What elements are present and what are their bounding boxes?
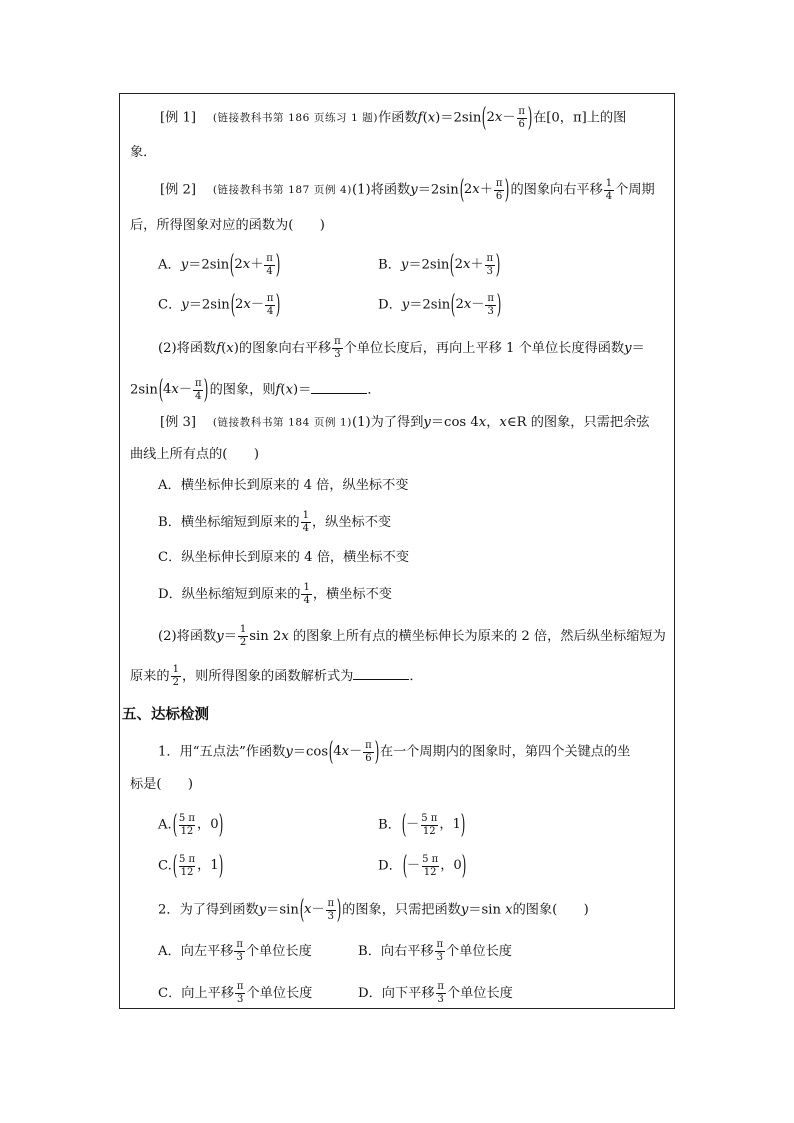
operator: ＋ [470, 257, 484, 273]
option-a [158, 252, 281, 278]
fraction [264, 254, 274, 277]
text: (1)为了得到 [351, 415, 424, 430]
section-heading: 五、达标检测 [122, 707, 209, 723]
text: 作函数 [378, 110, 418, 126]
fraction-pi-3 [435, 940, 445, 963]
var-y: y [460, 902, 469, 918]
sin-argument: ( 2 x － $\frac{\pi}{4}$ ) [230, 290, 281, 320]
example-2-part-2-line-1: (2)将函数f(x)的图象向右平移 $\frac{\pi}{3}$ 个单位长度后，再向上平移 1 个单位长度得函数y＝ [158, 336, 645, 360]
option-d [378, 292, 502, 318]
text: 的图象，只需把函数 [342, 902, 461, 918]
fraction [178, 855, 196, 878]
denominator: 2 [172, 677, 179, 688]
var-x: x [226, 340, 234, 356]
text: ． [367, 382, 381, 398]
text: D．纵坐标缩短到原来的 [158, 586, 301, 602]
fraction-1-2 [238, 625, 248, 648]
example-1-line-1: [例 1] (链接教科书第 186 页练习 1 题)作函数f(x)＝2sin ( 2 x － $\frac{\pi}{6}$ ) 在[0，π]上的图 [160, 103, 627, 133]
var-f: f [275, 382, 281, 398]
coef: 2 [463, 182, 473, 198]
example-2-label: [例 2] [160, 182, 197, 198]
fraction-pi-6 [517, 107, 527, 130]
q1-option-a [158, 812, 224, 838]
var-y: y [180, 257, 189, 273]
fraction-pi-6 [363, 741, 373, 764]
sin-argument: ( 2 x － $\frac{\pi}{3}$ ) [451, 290, 502, 320]
option-letter: C. [158, 858, 172, 874]
example-2-line-2: 后，所得图象对应的函数为( ) [130, 218, 325, 233]
text: 个单位长度 [446, 943, 512, 959]
text: 的图象向右平移 [510, 182, 603, 198]
numerator: π [365, 739, 372, 751]
text: 的图象向右平移 [238, 340, 332, 356]
value: 0 [453, 858, 462, 874]
text: ＝sin [266, 902, 299, 918]
q2-option-b [358, 940, 512, 963]
operator: － [471, 297, 485, 313]
sin-argument: ( 4 x － $\frac{\pi}{4}$ ) [158, 375, 209, 405]
q1-option-c [158, 853, 224, 879]
var-x: x [171, 382, 179, 398]
numerator: 1 [605, 177, 613, 189]
text: ． [409, 668, 423, 684]
var-y: y [181, 297, 189, 313]
numerator: π [266, 252, 273, 264]
text: 2sin [130, 382, 158, 398]
value: 0 [210, 817, 219, 833]
var-x: x [472, 182, 480, 198]
text: 个单位长度后，再向上平移 1 个单位长度得函数 [343, 340, 625, 356]
example-3-option-c: C．纵坐标伸长到原来的 4 倍，横坐标不变 [158, 550, 410, 565]
answer-blank [311, 392, 367, 394]
option-letter: A． [158, 257, 181, 273]
question-1-line-2: 标是( ) [130, 777, 194, 792]
answer-blank [353, 678, 409, 680]
numerator: 1 [303, 582, 310, 593]
var-y: y [285, 744, 293, 760]
option-c [158, 292, 282, 318]
denominator: 3 [327, 910, 334, 922]
var-y: y [624, 340, 632, 356]
text: 个单位长度 [245, 943, 312, 959]
text: D．向下平移 [358, 985, 435, 1001]
numerator: π [437, 981, 444, 992]
fraction [485, 254, 495, 277]
var-x: x [478, 415, 487, 430]
q2-option-c [158, 982, 312, 1005]
numerator: 1 [302, 510, 309, 521]
operator: ＋ [250, 257, 264, 273]
option-letter: C． [158, 297, 182, 313]
text: 的图象，则 [209, 382, 276, 398]
fraction-pi-4 [193, 379, 203, 402]
numerator: π [266, 292, 274, 304]
coordinate: ( $\frac{5 \pi}{12}$ ， 1 ) [172, 851, 224, 881]
denominator: 4 [266, 305, 274, 317]
var-y: y [216, 628, 224, 644]
textbook-reference: (链接教科书第 187 页例 4) [212, 183, 352, 196]
denominator: 12 [180, 866, 194, 878]
text: C．向上平移 [158, 985, 235, 1001]
var-x: x [242, 257, 251, 273]
denominator: 3 [237, 994, 244, 1005]
fraction-1-2 [171, 665, 181, 688]
example-3-part-2-line-2 [130, 665, 423, 688]
text: ＝sin [468, 902, 506, 918]
sin-argument: ( x － $\frac{\pi}{3}$ ) [299, 895, 342, 925]
denominator: 4 [195, 390, 202, 402]
operator: ＋ [479, 182, 493, 198]
text: ＝2sin [417, 182, 459, 198]
example-3-option-a: A．横坐标伸长到原来的 4 倍，纵坐标不变 [158, 478, 409, 493]
numerator: π [194, 377, 202, 389]
var-f: f [216, 340, 222, 356]
question-1-line-1 [158, 739, 630, 765]
var-x: x [243, 297, 251, 313]
text: 的图象上所有点的横坐标伸长为原来的 2 倍，然后纵坐标缩短为 [288, 628, 666, 644]
denominator: 3 [487, 305, 494, 317]
numerator: π [236, 981, 244, 992]
fraction-pi-3 [235, 982, 245, 1005]
text: ＝2sin [408, 257, 450, 273]
var-y: y [401, 297, 410, 313]
denominator: 3 [436, 952, 444, 963]
comma: ， [440, 858, 454, 874]
example-2-line-1 [160, 177, 655, 203]
example-2-part-2-line-2: 2sin ( 4 x － $\frac{\pi}{4}$ ) 的图象，则f(x)＝ ． [130, 375, 381, 405]
operator: － [250, 297, 264, 313]
var-x: x [427, 110, 436, 126]
coef: 2 [234, 297, 244, 313]
numerator: π [334, 336, 341, 347]
text: ∈R 的图象，只需把余弦 [506, 415, 650, 430]
coef: 2 [486, 110, 495, 126]
var-y: y [423, 415, 431, 430]
text: 在一个周期内的图象时，第四个关键点的坐 [379, 744, 631, 760]
text: 个单位长度 [446, 985, 513, 1001]
value: 1 [210, 858, 219, 874]
q2-option-a [158, 940, 312, 963]
denominator: 3 [486, 265, 493, 277]
text: ，横坐标不变 [312, 586, 392, 602]
sin-argument: ( 2 x ＋ $\frac{\pi}{6}$ ) [459, 175, 510, 205]
coef: 2 [454, 257, 463, 273]
denominator: 4 [302, 523, 309, 534]
text: )＝2sin [435, 110, 482, 126]
numerator: 1 [239, 624, 247, 635]
var-x: x [505, 902, 513, 918]
denominator: 4 [303, 595, 310, 606]
denominator: 12 [180, 825, 194, 837]
numerator: π [487, 292, 494, 304]
var-x: x [499, 415, 507, 430]
denominator: 6 [365, 752, 372, 764]
example-1-line-2: 象． [130, 145, 157, 160]
text: 在[0，π]上的图 [533, 110, 627, 126]
var-x: x [341, 744, 350, 760]
text: B．横坐标缩短到原来的 [158, 514, 300, 530]
option-letter: B． [378, 817, 401, 833]
text: ，则所得图象的函数解析式为 [181, 668, 354, 684]
fraction-pi-3 [234, 940, 244, 963]
text: (2)将函数 [158, 628, 217, 644]
text: A．向左平移 [158, 943, 234, 959]
example-3-part-2-line-1 [158, 625, 666, 648]
question-2-line-1 [158, 897, 589, 923]
fraction-1-4 [301, 511, 311, 534]
coef: 2 [234, 257, 243, 273]
numerator: π [518, 105, 525, 117]
option-letter: D． [378, 858, 402, 874]
numerator: π [327, 897, 335, 909]
coef: 2 [455, 297, 464, 313]
var-y: y [400, 257, 409, 273]
operator: － [178, 382, 193, 398]
text: ＝2sin [188, 257, 230, 273]
example-1-label: [例 1] [160, 110, 197, 126]
example-3-line-2: 曲线上所有点的( ) [130, 447, 259, 462]
option-letter: B． [378, 257, 401, 273]
text: 原来的 [130, 668, 170, 684]
fraction [485, 294, 495, 317]
text: ， [486, 415, 500, 430]
option-b [378, 252, 501, 278]
fraction-1-4 [604, 179, 614, 202]
coordinate: ( $\frac{5 \pi}{12}$ ， 0 ) [172, 810, 223, 840]
sin-argument: ( 2 x ＋ $\frac{\pi}{4}$ ) [230, 250, 281, 280]
fraction-pi-3 [326, 899, 336, 922]
textbook-reference: (链接教科书第 184 页例 1) [212, 416, 352, 429]
text: (1)将函数 [351, 182, 411, 198]
var-x: x [462, 257, 471, 273]
denominator: 4 [605, 190, 613, 202]
numerator: 5 π [422, 853, 439, 865]
coordinate: ( － $\frac{5 \pi}{12}$ ， 0 ) [402, 851, 467, 881]
sin-argument: ( 2 x － $\frac{\pi}{6}$ ) [482, 103, 533, 133]
fraction [420, 814, 438, 837]
numerator: 5 π [178, 853, 196, 865]
numerator: π [495, 177, 503, 189]
var-y: y [258, 902, 267, 918]
denominator: 4 [266, 265, 273, 277]
numerator: 5 π [178, 812, 195, 824]
comma: ， [197, 817, 211, 833]
fraction-pi-3 [332, 337, 342, 360]
example-3-option-d [158, 583, 392, 606]
denominator: 3 [437, 994, 444, 1005]
text: ＝2sin [409, 297, 451, 313]
comma: ， [439, 817, 453, 833]
var-y: y [410, 182, 418, 198]
var-x: x [494, 110, 503, 126]
denominator: 2 [239, 637, 247, 648]
fraction-pi-3 [436, 982, 446, 1005]
example-3-line-1 [160, 416, 649, 429]
text: 的图象( ) [512, 902, 589, 918]
comma: ， [197, 858, 211, 874]
q1-option-b [378, 812, 466, 838]
text: ＝cos 4 [430, 415, 479, 430]
example-3-label: [例 3] [160, 415, 197, 430]
value: 1 [452, 817, 461, 833]
denominator: 6 [495, 190, 503, 202]
coordinate: ( － $\frac{5 \pi}{12}$ ， 1 ) [401, 810, 466, 840]
cos-argument: ( 4 x － $\frac{\pi}{6}$ ) [328, 737, 380, 767]
fraction [421, 855, 439, 878]
fraction [265, 294, 275, 317]
denominator: 12 [422, 825, 436, 837]
option-letter: D． [378, 297, 402, 313]
denominator: 3 [334, 349, 341, 360]
fraction [178, 814, 196, 837]
q2-option-d [358, 982, 513, 1005]
operator: － [349, 744, 363, 760]
textbook-reference: (链接教科书第 186 页练习 1 题) [212, 111, 379, 124]
text: 2．为了得到函数 [158, 902, 259, 918]
text: ＝ [223, 628, 237, 644]
operator: － [502, 110, 516, 126]
denominator: 12 [423, 866, 437, 878]
text: ＝2sin [188, 297, 230, 313]
sin-argument: ( 2 x ＋ $\frac{\pi}{3}$ ) [450, 250, 501, 280]
text: B．向右平移 [358, 943, 434, 959]
var-x: x [281, 628, 289, 644]
text: 个单位长度 [246, 985, 313, 1001]
numerator: 5 π [421, 812, 438, 824]
text: 1．用“五点法”作函数 [158, 744, 286, 760]
var-x: x [303, 902, 312, 918]
text: sin 2 [249, 628, 282, 644]
fraction [494, 179, 504, 202]
numerator: 1 [172, 664, 179, 675]
coef: 4 [163, 382, 172, 398]
numerator: π [236, 939, 243, 950]
denominator: 6 [518, 118, 525, 130]
sign: － [406, 858, 421, 874]
fraction-1-4 [301, 583, 311, 606]
coef: 4 [333, 744, 342, 760]
var-x: x [285, 382, 293, 398]
numerator: π [486, 252, 494, 264]
text: ，纵坐标不变 [311, 514, 392, 530]
example-3-option-b [158, 511, 391, 534]
q1-option-d [378, 853, 467, 879]
option-letter: A. [158, 817, 172, 833]
text: ＝ [631, 340, 645, 356]
text: (2)将函数 [158, 340, 217, 356]
denominator: 3 [236, 952, 243, 963]
text: ＝cos [292, 744, 329, 760]
text: ＝ [298, 382, 312, 398]
operator: － [311, 902, 325, 918]
sign: － [406, 817, 420, 833]
var-x: x [463, 297, 472, 313]
numerator: π [436, 939, 444, 950]
text: 个周期 [615, 182, 655, 198]
var-f: f [417, 110, 423, 126]
